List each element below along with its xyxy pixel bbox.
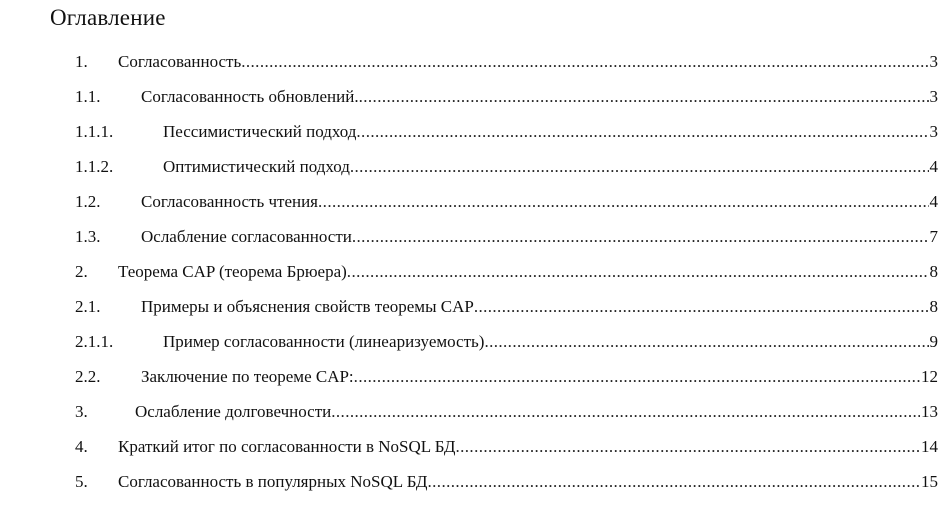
toc-entry-number: 1. (75, 52, 88, 71)
toc-entry[interactable] (0, 79, 952, 115)
toc-entry-page: 8 (929, 297, 938, 316)
toc-leader-dots (484, 324, 928, 360)
toc-leader-dots (356, 114, 928, 150)
toc-entry-page: 3 (929, 87, 938, 106)
toc-entry-page: 3 (929, 122, 938, 141)
toc-entry[interactable] (0, 464, 952, 500)
toc-entry-text: Примеры и объяснения свойств теоремы CAP (141, 297, 474, 316)
toc-title: Оглавление (50, 5, 166, 30)
toc-entry-number: 2.1. (75, 297, 101, 316)
toc-entry-text: Заключение по теореме CAP: (141, 367, 354, 386)
toc-entry-text: Ослабление согласованности (141, 227, 352, 246)
toc-entry[interactable] (0, 114, 952, 150)
toc-entry-text: Согласованность в популярных NoSQL БД (118, 472, 428, 491)
toc-entry-page: 4 (929, 157, 938, 176)
toc-entry-page: 13 (921, 402, 938, 421)
toc-entry-number: 1.1.1. (75, 122, 114, 141)
toc-entry[interactable] (0, 394, 952, 430)
toc-leader-dots (347, 254, 929, 290)
toc-entry-number: 2. (75, 262, 88, 281)
toc-entry-page: 7 (929, 227, 938, 246)
toc-leader-dots (352, 219, 929, 255)
toc-leader-dots (359, 79, 929, 115)
toc-entry[interactable] (0, 254, 952, 290)
toc-leader-dots (428, 464, 921, 500)
toc-entry-text: Оптимистический подход (163, 157, 350, 176)
toc-entry-text: Пессимистический подход (163, 122, 357, 141)
toc-leader-dots (354, 359, 920, 395)
toc-entry-number: 5. (75, 472, 88, 491)
toc-entry-text: Краткий итог по согласованности в NoSQL БД (118, 437, 456, 456)
toc-leader-dots (318, 184, 928, 220)
toc-leader-dots (455, 429, 920, 465)
toc-entry[interactable] (0, 429, 952, 465)
toc-entry-text: Согласованность чтения (141, 192, 319, 211)
toc-entry-text: Ослабление долговечности (135, 402, 332, 421)
toc-entry-text: Пример согласованности (линеаризуемость) (163, 332, 485, 351)
toc-entry-number: 1.3. (75, 227, 101, 246)
toc-entry-page: 14 (921, 437, 938, 456)
toc-entry[interactable] (0, 324, 952, 360)
toc-entry[interactable] (0, 149, 952, 185)
toc-entry[interactable] (0, 219, 952, 255)
toc-entry-number: 4. (75, 437, 88, 456)
toc-leader-dots (474, 289, 929, 325)
toc-leader-dots (241, 44, 928, 80)
toc-leader-dots (331, 394, 920, 430)
toc-entry-page: 12 (921, 367, 938, 386)
toc-entry-page: 4 (929, 192, 938, 211)
toc-entry-text: Согласованность (118, 52, 242, 71)
toc-entry-page: 8 (929, 262, 938, 281)
toc-entry-number: 1.2. (75, 192, 101, 211)
toc-entry[interactable] (0, 289, 952, 325)
toc-entry-text: Теорема CAP (теорема Брюера) (118, 262, 347, 281)
toc-entry-number: 3. (75, 402, 88, 421)
toc-entry-number: 1.1.2. (75, 157, 114, 176)
toc-entry-number: 2.2. (75, 367, 101, 386)
toc-entry[interactable] (0, 359, 952, 395)
toc-entry-page: 9 (929, 332, 938, 351)
toc-entry[interactable] (0, 44, 952, 80)
toc-entry-number: 2.1.1. (75, 332, 114, 351)
toc-entry-page: 3 (929, 52, 938, 71)
toc-leader-dots (350, 149, 929, 185)
toc-entry-text: Согласованность обновлений. (141, 87, 359, 106)
toc-entry[interactable] (0, 184, 952, 220)
toc-entry-page: 15 (921, 472, 938, 491)
toc-entry-number: 1.1. (75, 87, 101, 106)
